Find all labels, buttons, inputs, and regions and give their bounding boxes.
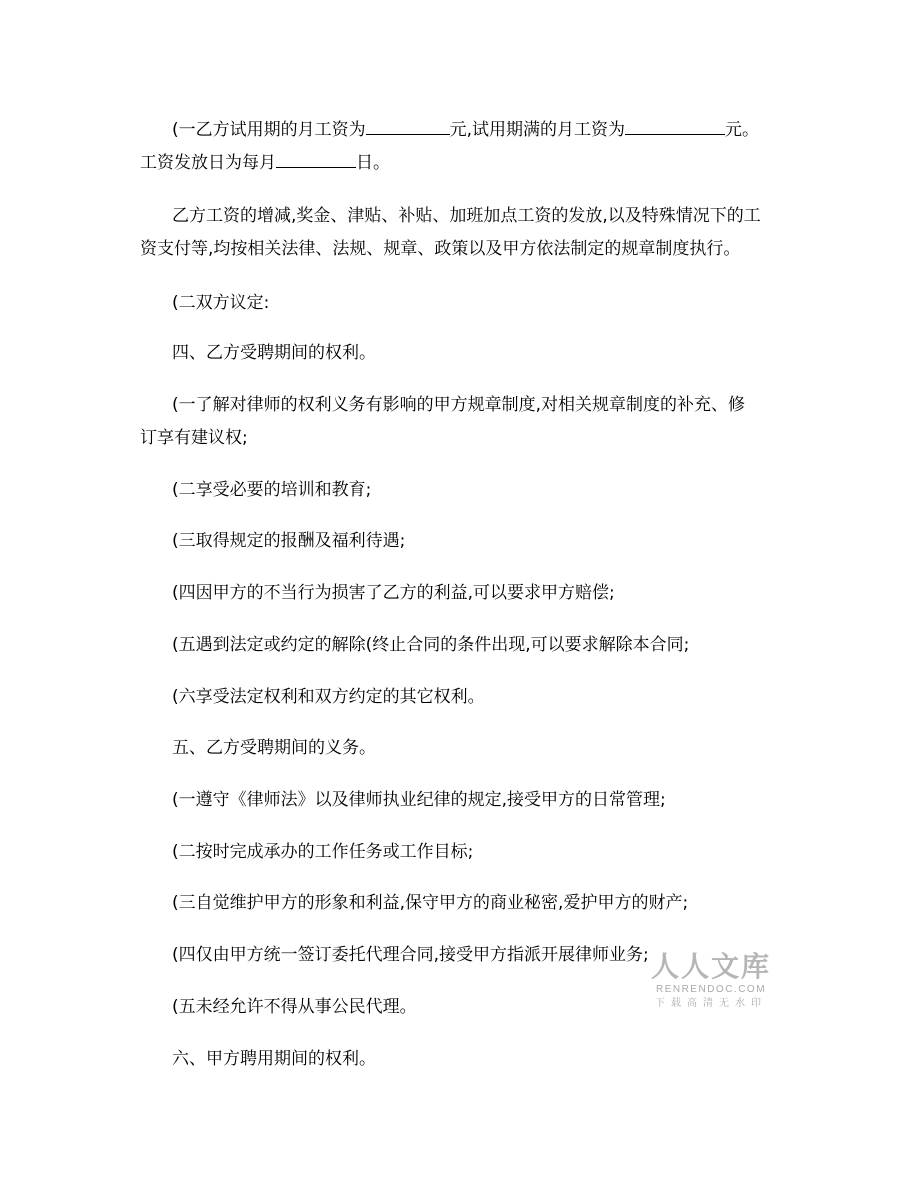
rights-item-6: (六享受法定权利和双方约定的其它权利。 bbox=[172, 687, 485, 707]
salary-paragraph bbox=[140, 114, 822, 147]
rights-item-1-line-2: 订享有建议权; bbox=[140, 428, 248, 448]
payday-line: 工资发放日为每月 日。 bbox=[140, 147, 790, 180]
watermark-url: RENRENDOC.COM bbox=[655, 984, 767, 995]
rights-item-3: (三取得规定的报酬及福利待遇; bbox=[172, 531, 406, 551]
rights-item-5: (五遇到法定或约定的解除(终止合同的条件出现,可以要求解除本合同; bbox=[172, 635, 690, 655]
duties-item-4: (四仅由甲方统一签订委托代理合同,接受甲方指派开展律师业务; bbox=[172, 945, 649, 965]
rights-item-2: (二享受必要的培训和教育; bbox=[172, 480, 372, 500]
regular-salary-blank[interactable] bbox=[625, 116, 725, 135]
salary-adjustment-line-2: 资支付等,均按相关法律、法规、规章、政策以及甲方依法制定的规章制度执行。 bbox=[140, 239, 741, 259]
probation-salary-blank[interactable] bbox=[366, 116, 450, 135]
payday-blank[interactable] bbox=[276, 149, 356, 168]
watermark-subtitle: 下载高清无水印 bbox=[655, 998, 767, 1009]
watermark-logo bbox=[646, 950, 776, 1012]
duties-item-5: (五未经允许不得从事公民代理。 bbox=[172, 997, 417, 1017]
rights-item-1-line-1: (一了解对律师的权利义务有影响的甲方规章制度,对相关规章制度的补充、修 bbox=[172, 395, 746, 415]
duties-item-3: (三自觉维护甲方的形象和利益,保守甲方的商业秘密,爱护甲方的财产; bbox=[172, 893, 689, 913]
watermark-title: 人人文库 bbox=[650, 950, 771, 983]
salary-line-1: (一乙方试用期的月工资为 元,试用期满的月工资为 元。 bbox=[172, 114, 822, 147]
section-heading-employee-duties: 五、乙方受聘期间的义务。 bbox=[172, 738, 376, 758]
salary-adjustment-line-1: 乙方工资的增减,奖金、津贴、补贴、加班加点工资的发放,以及特殊情况下的工 bbox=[172, 206, 761, 226]
section-heading-employee-rights: 四、乙方受聘期间的权利。 bbox=[172, 343, 376, 363]
duties-item-2: (二按时完成承办的工作任务或工作目标; bbox=[172, 842, 474, 862]
section-heading-employer-rights: 六、甲方聘用期间的权利。 bbox=[172, 1049, 376, 1069]
duties-item-1: (一遵守《律师法》以及律师执业纪律的规定,接受甲方的日常管理; bbox=[172, 790, 666, 810]
mutual-agreement-item: (二双方议定: bbox=[172, 293, 270, 313]
rights-item-4: (四因甲方的不当行为损害了乙方的利益,可以要求甲方赔偿; bbox=[172, 583, 615, 603]
